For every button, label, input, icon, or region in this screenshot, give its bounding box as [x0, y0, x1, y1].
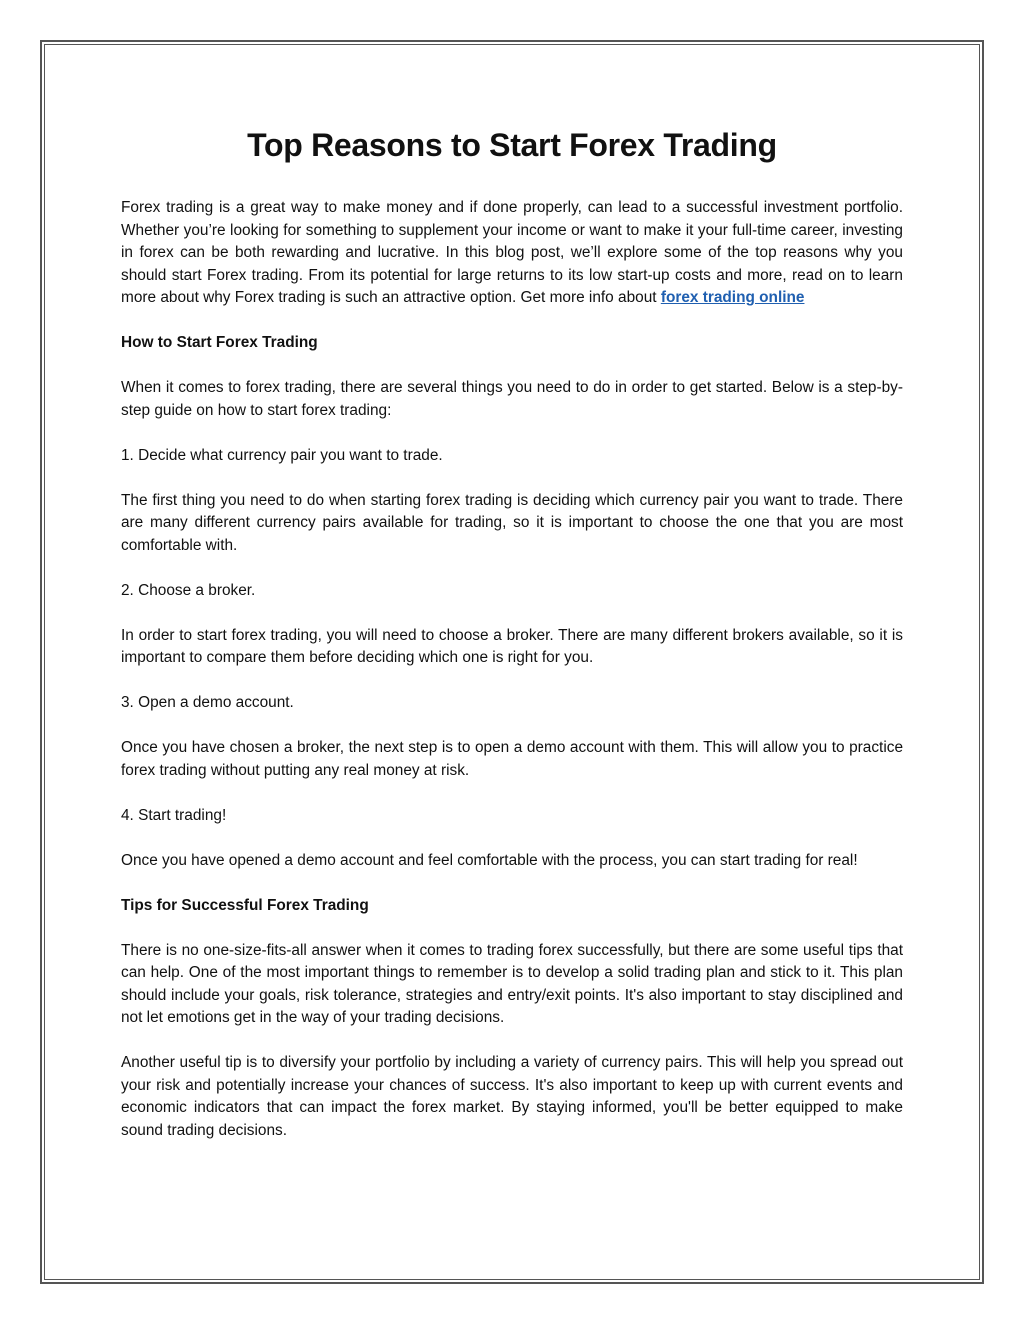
- intro-paragraph: [121, 197, 903, 310]
- step-body: Once you have opened a demo account and feel comfortable with the process, you can start trading for real!: [121, 851, 858, 869]
- step-title: 1. Decide what currency pair you want to trade.: [121, 446, 443, 464]
- step-body: Once you have chosen a broker, the next step is to open a demo account with them. This will allow you to practice forex trading without putting any real money at risk.: [121, 739, 903, 779]
- step-title: 4. Start trading!: [121, 806, 227, 824]
- intro-text: Forex trading is a great way to make money and if done properly, can lead to a successful investment portfolio. Whether you’re looking for something to supplement your income or want to make it your full-time career, investing in forex can be both rewarding and lucrative. In this blog post, we’ll explore some of the top reasons why you should start Forex trading. From its potential for large returns to its low start-up costs and more, read on to learn more about why Forex trading is such an attractive option. Get more info about: [121, 199, 903, 306]
- document-body: [121, 121, 903, 1165]
- section-heading-how-to-start: How to Start Forex Trading: [121, 334, 318, 351]
- section-heading-tips: Tips for Successful Forex Trading: [121, 896, 369, 914]
- forex-trading-online-link[interactable]: forex trading online: [660, 289, 805, 306]
- tips-paragraph: Another useful tip is to diversify your portfolio by including a variety of currency pairs. This will help you spread out your risk and potentially increase your chances of success. It's also important to keep up with current events and economic indicators that can impact the forex market. By staying informed, you'll be better equipped to make sound trading decisions.: [121, 1054, 903, 1139]
- step-body: In order to start forex trading, you will need to choose a broker. There are many different brokers available, so it is important to compare them before deciding which one is right for you.: [121, 626, 903, 666]
- how-to-start-intro: When it comes to forex trading, there are several things you need to do in order to get started. Below is a step-by-step guide on how to start forex trading:: [121, 379, 903, 419]
- step-title: 2. Choose a broker.: [121, 581, 256, 599]
- tips-paragraph: There is no one-size-fits-all answer when it comes to trading forex successfully, but there are some useful tips that can help. One of the most important things to remember is to develop a solid trading plan and stick to it. This plan should include your goals, risk tolerance, strategies and entry/exit points. It's also important to stay disciplined and not let emotions get in the way of your trading decisions.: [121, 941, 903, 1026]
- step-body: The first thing you need to do when starting forex trading is deciding which currency pair you want to trade. There are many different currency pairs available for trading, so it is important to choose the one that you are most comfortable with.: [121, 491, 903, 554]
- document-title: Top Reasons to Start Forex Trading: [247, 127, 777, 163]
- step-title: 3. Open a demo account.: [121, 694, 294, 711]
